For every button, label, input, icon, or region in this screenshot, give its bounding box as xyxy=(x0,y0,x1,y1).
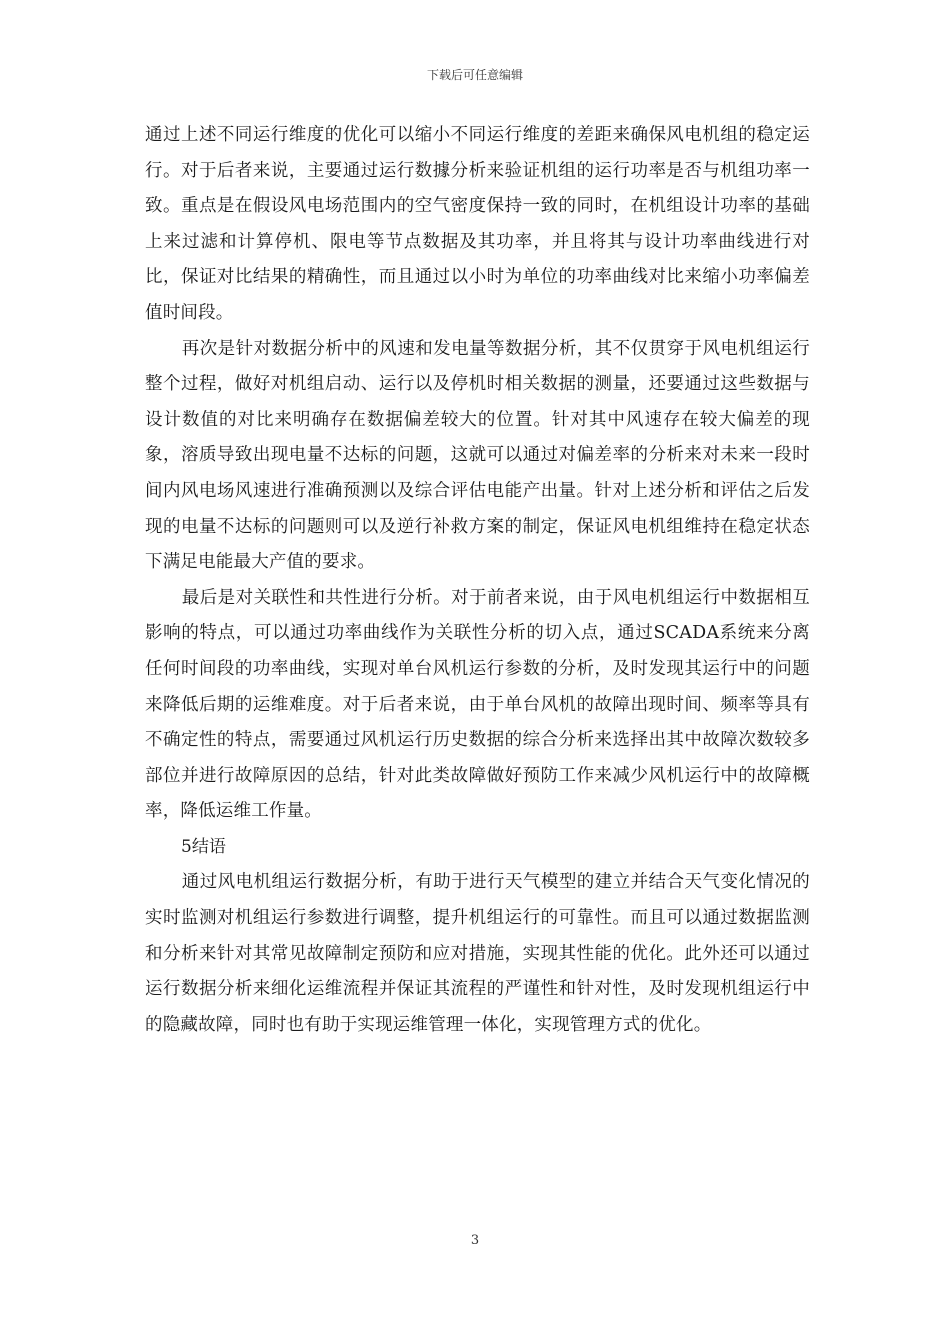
body-paragraph-3: 最后是对关联性和共性进行分析。对于前者来说，由于风电机组运行中数据相互影响的特点，可以通过功率曲线作为关联性分析的切入点，通过SCADA系统来分离任何时间段的功率曲线，实现对单台风机运行参数的分析，及时发现其运行中的问题来降低后期的运维难度。对于后者来说，由于单台风机的故障出现时间、频率等具有不确定性的特点，需要通过风机运行历史数据的综合分析来选择出其中故障次数较多部位并进行故障原因的总结，针对此类故障做好预防工作来减少风机运行中的故障概率，降低运维工作量。 xyxy=(145,587,810,822)
conclusion-paragraph: 通过风电机组运行数据分析，有助于进行天气模型的建立并结合天气变化情况的实时监测对机组运行参数进行调整，提升机组运行的可靠性。而且可以通过数据监测和分析来针对其常见故障制定预防和应对措施，实现其性能的优化。此外还可以通过运行数据分析来细化运维流程并保证其流程的严谨性和针对性，及时发现机组运行中的隐藏故障，同时也有助于实现运维管理一体化，实现管理方式的优化。 xyxy=(145,872,810,1035)
page-header: 下载后可任意编辑 xyxy=(426,68,523,82)
document-body xyxy=(145,118,810,1043)
page-number: 3 xyxy=(470,1233,480,1248)
body-paragraph-2: 再次是针对数据分析中的风速和发电量等数据分析，其不仅贯穿于风电机组运行整个过程，做好对机组启动、运行以及停机时相关数据的测量，还要通过这些数据与设计数值的对比来明确存在数据偏差较大的位置。针对其中风速存在较大偏差的现象，溶质导致出现电量不达标的问题，这就可以通过对偏差率的分析来对未来一段时间内风电场风速进行准确预测以及综合评估电能产出量。针对上述分析和评估之后发现的电量不达标的问题则可以及逆行补救方案的制定，保证风电机组维持在稳定状态下满足电能最大产值的要求。 xyxy=(145,338,810,573)
section-heading: 5结语 xyxy=(181,836,226,857)
body-paragraph-1: 通过上述不同运行维度的优化可以缩小不同运行维度的差距来确保风电机组的稳定运行。对于后者来说，主要通过运行数據分析来验证机组的运行功率是否与机组功率一致。重点是在假设风电场范围内的空气密度保持一致的同时，在机组设计功率的基础上来过滤和计算停机、限电等节点数据及其功率，并且将其与设计功率曲线进行对比，保证对比结果的精确性，而且通过以小时为单位的功率曲线对比来缩小功率偏差值时间段。 xyxy=(145,125,810,323)
